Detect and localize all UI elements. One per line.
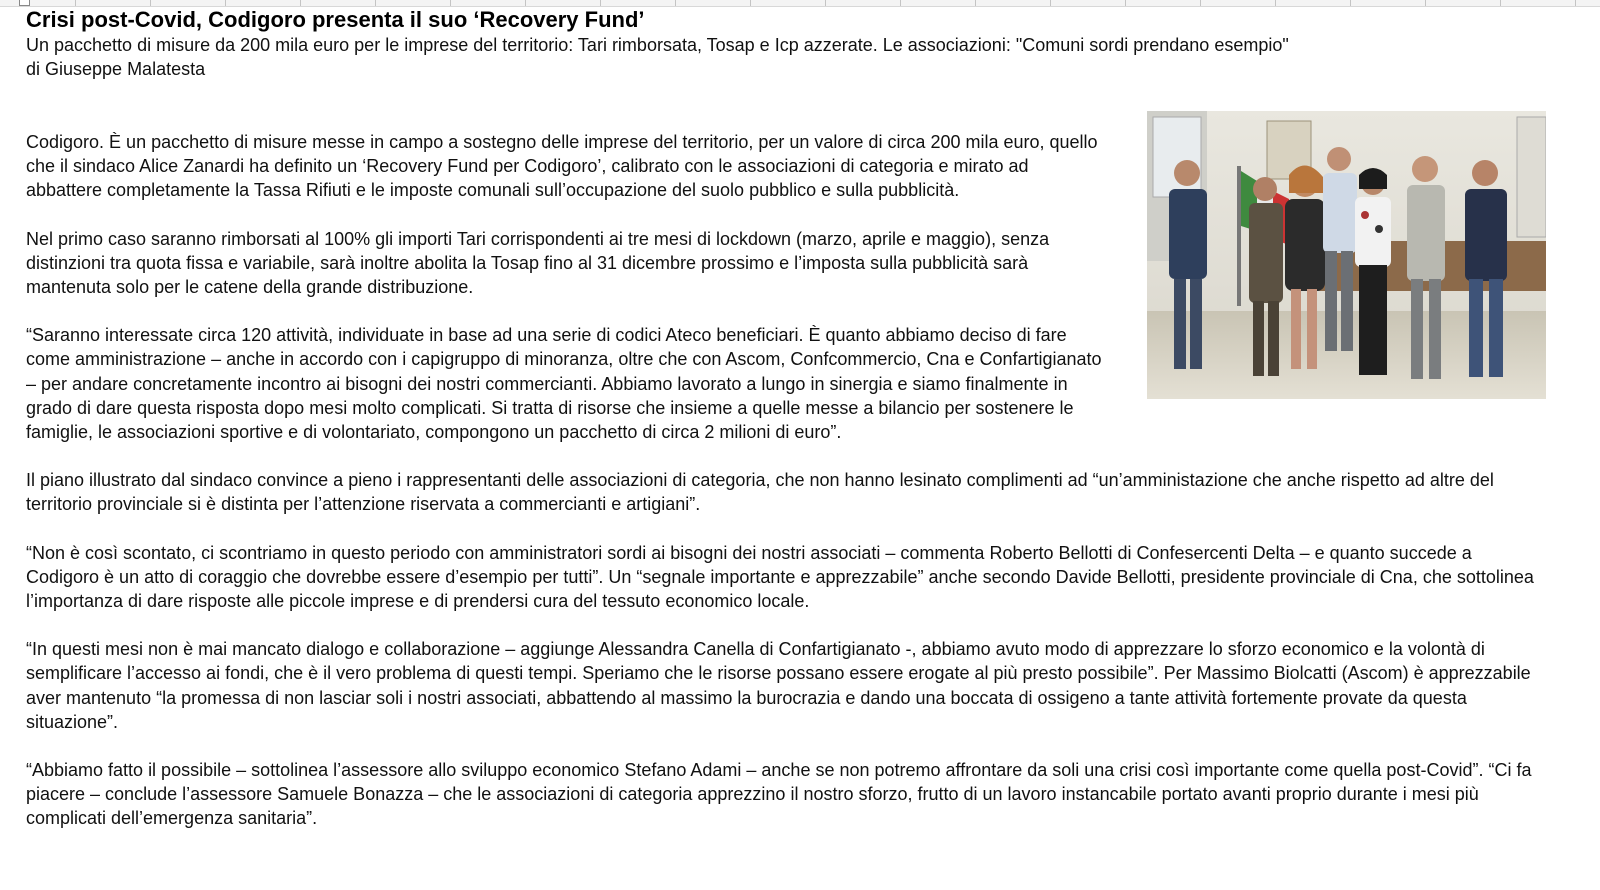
- article-paragraph: “Abbiamo fatto il possibile – sottolinea l’assessore allo sviluppo economico Stefano Adami – anche se non potremo affrontare da soli una crisi così importante come quella post-Covid”. “Ci fa piacere – conclude l’assessore Samuele Bonazza – che le associazioni di categoria apprezzino il nostro sforzo, frutto di un lavoro instancabile portato avanti proprio durante i mesi più complicati dell’emergenza sanitaria”.: [26, 760, 1532, 829]
- article-paragraph: “Non è così scontato, ci scontriamo in questo periodo con amministratori sordi ai bisogni dei nostri associati – commenta Roberto Bellotti di Confesercenti Delta – e quanto succede a Codigoro è un atto di coraggio che dovrebbe essere d’esempio per tutti”. Un “segnale importante e apprezzabile” anche secondo Davide Bellotti, presidente provinciale di Cna, che sottolinea l’importanza di dare risposte alle piccole imprese e di prendersi cura del tessuto economico locale.: [26, 542, 1534, 612]
- article-paragraph: Codigoro. È un pacchetto di misure messe in campo a sostegno delle imprese del territorio, per un valore di circa 200 mila euro, quello che il sindaco Alice Zanardi ha definito un ‘Recovery Fund per Codigoro’, calibrato con le associazioni di categoria e mirato ad abbattere completamente la Tassa Rifiuti e le imposte comunali sull’occupazione del suolo pubblico e sulla pubblicità.: [26, 132, 1098, 201]
- article-paragraph: Nel primo caso saranno rimborsati al 100% gli importi Tari corrispondenti ai tre mesi di lockdown (marzo, aprile e maggio), senza distinzioni tra quota fissa e variabile, sarà inoltre abolita la Tosap fino al 31 dicembre prossimo e l’imposta sulla pubblicità sarà mantenuta solo per le catene della grande distribuzione.: [26, 228, 1050, 298]
- ruler-tick: [1575, 0, 1576, 6]
- group-photo-icon: [1147, 111, 1546, 399]
- article-header: [26, 6, 1566, 81]
- article-byline: di Giuseppe Malatesta: [26, 59, 206, 79]
- article-title: Crisi post-Covid, Codigoro presenta il suo ‘Recovery Fund’: [26, 7, 645, 32]
- article-paragraph: “In questi mesi non è mai mancato dialogo e collaborazione – aggiunge Alessandra Canella di Confartigianato -, abbiamo avuto modo di apprezzare lo sforzo economico e la volontà di semplificare l’accesso ai fondi, che è il vero problema di questi tempi. Speriamo che le risorse possano essere erogate al più presto possibile”. Per Massimo Biolcatti (Ascom) è apprezzabile aver mantenuto “la promessa di non lasciar soli i nostri associati, abbattendo al massimo la burocrazia e dando una boccata di ossigeno a tante attività fortemente provate da questa situazione”.: [26, 639, 1531, 732]
- article-subtitle: Un pacchetto di misure da 200 mila euro per le imprese del territorio: Tari rimborsata, Tosap e Icp azzerate. Le associazioni: "Comuni sordi prendano esempio": [26, 35, 1289, 55]
- article-paragraph: “Saranno interessate circa 120 attività, individuate in base ad una serie di codici Ateco beneficiari. È quanto abbiamo deciso di fare come amministrazione – anche in accordo con i capigruppo di minoranza, oltre che con Ascom, Confcommercio, Cna e Confartigianato – per andare concretamente incontro ai bisogni dei nostri commercianti. Abbiamo lavorato a lungo in sinergia e siamo finalmente in grado di dare questa risposta dopo mesi molto complicati. Si tratta di risorse che insieme a quelle messe a bilancio per sostenere le famiglie, le associazioni sportive e di volontariato, compongono un pacchetto di circa 2 milioni di euro”.: [26, 325, 1102, 443]
- group-photo: [1147, 111, 1546, 399]
- article-body: [26, 130, 1546, 855]
- article-paragraph: Il piano illustrato dal sindaco convince a pieno i rappresentanti delle associazioni di categoria, che non hanno lesinato complimenti ad “un’amministazione che anche rispetto ad altre del territorio provinciale si è distinta per l’attenzione riservata a commercianti e artigiani”.: [26, 470, 1494, 515]
